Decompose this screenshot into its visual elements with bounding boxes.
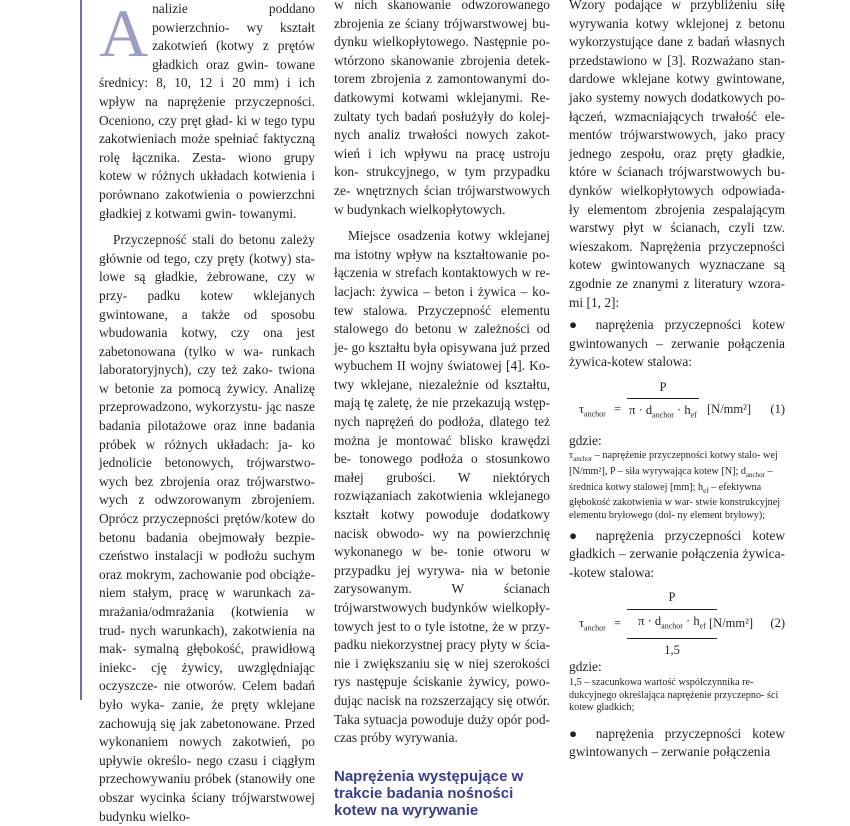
definitions: 1,5 – szacunkowa wartość współczynnika re- dukcyjnego określająca naprężenie przyczepno- ści kotew gładkich; (569, 676, 779, 714)
bullet-item: ● naprężenia przyczepności kotew gwintowanych – zerwanie połączenia (569, 725, 785, 760)
column-2 (334, 0, 550, 819)
equation-lhs: $\tau_{anchor}$ (579, 616, 606, 633)
column-3 (569, 0, 785, 762)
denominator: $\pi \cdot d_{anchor} \cdot h_{ef}$ (629, 403, 697, 420)
definitions: $\tau_{anchor}$ – naprężenie przyczepności kotwy stalo- wej [N/mm²], P – siła wyrywająca kotew [N]; $d_{anchor}$ – średnica kotwy stalowej [mm]; $h_{ef}$ – efektywna głębokość zakotwienia w war- stwie konstrukcyjnej elementu bryłowego (dol- ny element bryłowy); (569, 450, 781, 521)
where-label: gdzie: (569, 432, 602, 448)
paragraph: w nich skanowanie odwzorowanego zbrojenia ze ściany trójwarstwowej bu- dynku wielkopłytowego. Następnie po- wtórzono skanowanie zbrojenia detek- torem zbrojenia z zamontowanymi do- datkowymi kotwami wklejanymi. Re- zultaty tych badań posłużyły do kolej- nych analiz trwałości nowych zakot- wień i ich wpływu na pracę ustroju kon- strukcyjnego, w tym przypadku ze- wnętrznych ścian trójwarstwowych w budynkach wielkopłytowych. (334, 0, 550, 217)
equation-number: (2) (770, 616, 785, 631)
margin-rule (80, 0, 82, 700)
equation-number: (1) (770, 401, 785, 416)
section-heading: Naprężenia występujące w trakcie badania nośności kotew na wyrywanie (334, 767, 524, 819)
numerator: P (668, 590, 676, 605)
equation-fraction (627, 588, 717, 659)
equation-unit: [N/mm²] (709, 616, 754, 631)
paragraph: Miejsce osadzenia kotwy wklejanej ma istotny wpływ na kształtowanie po- łączenia w strefach kontaktowych w re- lacjach: żywica – beton i żywica – ko- tew stalowa. Przyczepność elementu stalowego do betonu w zależności od je- go kształtu była opisywana już przed wybuchem II wojny światowej [4]. Ko- twy wklejane, niezależnie od kształtu, mają tę zaletę, że nie przekazują wstęp- nych naprężeń do podłoża, dlatego też można je montować blisko krawędzi be- tonowego podłoża o stosunkowo małej grubości. W niektórych rozwiązaniach zakotwienia wklejanego kształt kotwy powoduje dodatkowy nacisk obwodo- wy na powierzchnię wykonanego w be- tonie otworu w przypadku jej wyrywa- nia w betonie zarysowanym. W ścianach trójwarstwowych budynków wielkopły- towych jest to o tyle istotne, że w przy- padku niekorzystnej pracy płyty w ścia- nie i zwiększaniu się w niej szerokości rys następuje ściskanie żywicy, powo- dując nacisk na rozszerzający się otwór. Taka sytuacja powoduje duży opór pod- czas próby wyrywania. (334, 228, 550, 746)
fraction-bar (627, 398, 699, 399)
middle-term: $\pi \cdot d_{anchor} \cdot h_{ef}$ (638, 613, 706, 631)
intro-paragraph: nalizie poddano powierzchnio- wy kształt zakotwień (kotwy z prętów gładkich oraz gwin- towane średnicy: 8, 10, 12 i 20 mm) i ich wpływ na naprężenie przyczepności. Oceniono, czy pręt gład- ki w tego typu zakotwieniach może spełniać faktyczną rolę łącznika. Zesta- wiono grupy kotew w różnych układach kotwienia i porównano zakotwienia o powierzchni gładkiej z kotwami gwin- towanymi. (99, 1, 315, 221)
numerator: P (659, 379, 667, 394)
equation-unit: [N/mm²] (707, 401, 752, 416)
drop-cap: A (99, 0, 149, 71)
fraction-bar (627, 638, 717, 639)
denominator: 1,5 (664, 643, 680, 657)
equation-1 (569, 378, 785, 428)
paragraph: Wzory podające w przybliżeniu siłę wyrywania kotwy wklejonej z betonu wykorzystujące dane z badań własnych przedstawiono w [3]. Rozważano stan- dardowe wklejane kotwy gwintowane, jako systemy nowych dodatkowych po- łączeń, wzmacniających trwałość ele- mentów trójwarstwowych, jako pracy jednego zespołu, oraz pręty gładkie, które w ścianach trójwarstwowych bu- dynków wielkopłytowych odpowiada- ły elementom zbrojenia zespalającym warstwy płyt w ścianach, czyli tzw. wieszakom. Naprężenia przyczepności kotew gwintowanych wyznaczane są zgodnie ze znanymi z literatury wzora- mi [1, 2]: (569, 0, 785, 310)
equals-sign: = (614, 401, 622, 416)
paragraph: Przyczepność stali do betonu zależy głównie od tego, czy pręty (kotwy) sta- lowe są gładkie, żebrowane, czy w przy- padku kotew wklejanych gwintowane, a także od sposobu wbudowania kotwy, czy ona jest zabetonowana (tylko w wa- runkach laboratoryjnych), czy też zako- twiona w betonie za pomocą żywicy. Analizę przeprowadzono, wykorzystu- jąc nasze badania pilotażowe oraz inne badania próbek w różnych układach: ja- ko jednolicie betonowych, trójwarstwo- wych bez zbrojenia oraz trójwarstwo- wych z odwzorowanym zbrojeniem. Oprócz przyczepności prętów/kotew do betonu badania obejmowały bezpie- czeństwo instalacji w podłożu suchym oraz mokrym, zachowanie pod obciąże- niem stałym, pracę w warunkach za- mrażania/odmrażania (kotwienia w trud- nych warunkach), zakotwienia na mak- symalną głębokość, prawidłową iniekc- cję żywicy, uwzględniając oczyszcze- nie otworów. Celem badań było wyka- zanie, że pręty wklejane zachowują się jak zabetonowane. Przed wykonaniem nowych zakotwień, po upływie określo- nego czasu i ciągłym przechowywaniu próbek (stanowiły one obszar wycinka ściany trójwarstwowej budynku wielko- (99, 232, 315, 824)
equation-lhs: $\tau_{anchor}$ (579, 401, 606, 419)
column-1 (99, 0, 315, 826)
equation-2 (569, 588, 785, 657)
fraction-bar (627, 609, 717, 610)
bullet-item: ● naprężenia przyczepności kotew gwintowanych – zerwanie połączenia żywica-kotew stalowa: (569, 317, 785, 370)
bullet-item: ● naprężenia przyczepności kotew gładkich – zerwanie połączenia żywica- -kotew stalowa: (569, 527, 785, 580)
equation-fraction (627, 378, 699, 426)
equals-sign: = (614, 616, 622, 631)
where-label: gdzie: (569, 659, 602, 675)
